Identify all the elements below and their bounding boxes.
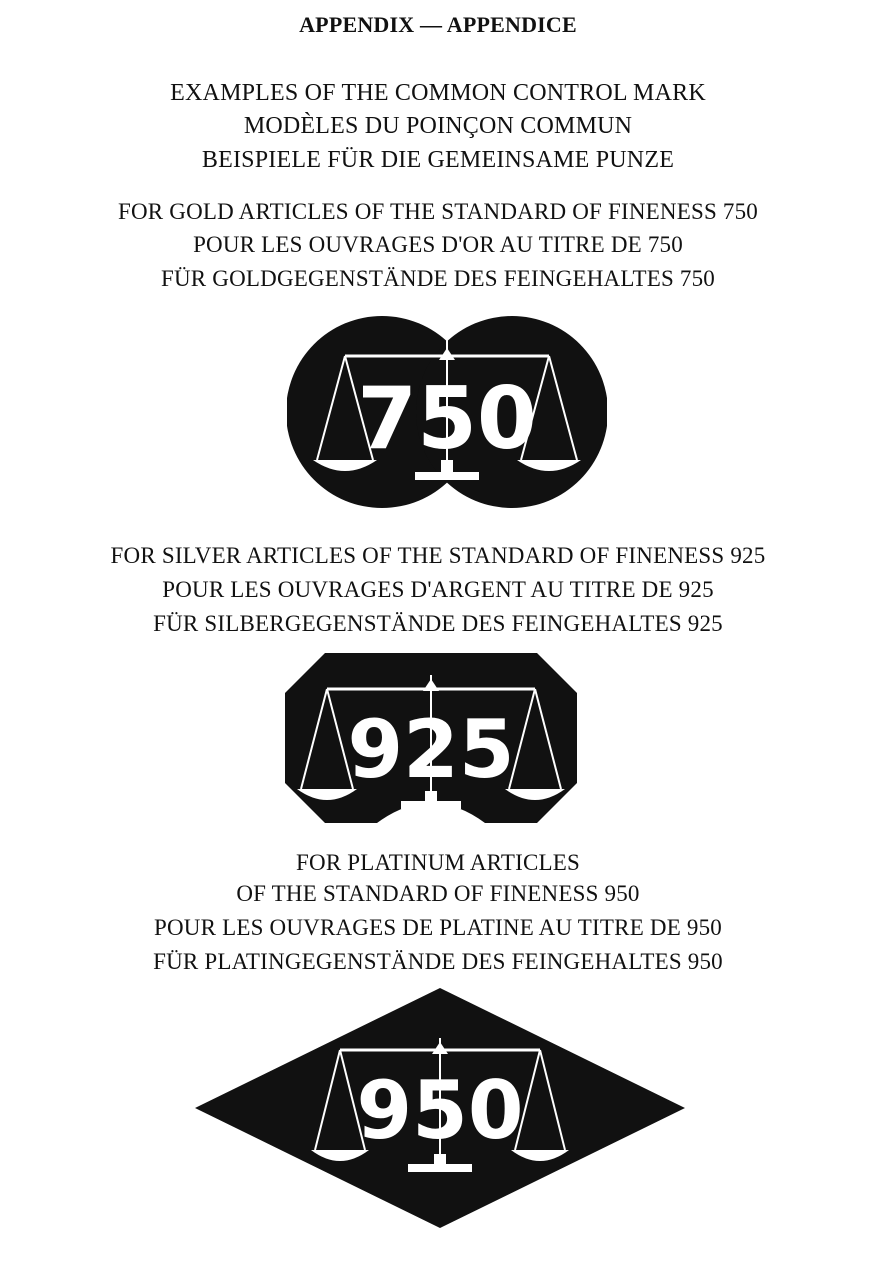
gold-caption-german: FÜR GOLDGEGENSTÄNDE DES FEINGEHALTES 750 — [160, 266, 716, 291]
platinum-fineness-number: 950 — [356, 1064, 524, 1157]
silver-control-mark — [285, 653, 577, 823]
platinum-caption-line2: OF THE STANDARD OF FINENESS 950 — [236, 881, 640, 906]
platinum-caption-line1: FOR PLATINUM ARTICLES — [296, 850, 580, 875]
platinum-caption-german: FÜR PLATINGEGENSTÄNDE DES FEINGEHALTES 950 — [153, 949, 723, 974]
silver-caption-english: FOR SILVER ARTICLES OF THE STANDARD OF FINENESS 925 — [110, 543, 766, 568]
subtitle-french: MODÈLES DU POINÇON COMMUN — [243, 113, 633, 139]
gold-control-mark — [287, 310, 607, 515]
platinum-control-mark — [195, 988, 685, 1228]
silver-caption-german: FÜR SILBERGEGENSTÄNDE DES FEINGEHALTES 925 — [153, 611, 723, 636]
gold-caption-french: POUR LES OUVRAGES D'OR AU TITRE DE 750 — [193, 232, 683, 257]
subtitle-german: BEISPIELE FÜR DIE GEMEINSAME PUNZE — [201, 147, 675, 173]
gold-fineness-number: 750 — [357, 369, 537, 469]
subtitle-english: EXAMPLES OF THE COMMON CONTROL MARK — [170, 80, 706, 106]
silver-fineness-number: 925 — [347, 703, 515, 796]
platinum-caption-french: POUR LES OUVRAGES DE PLATINE AU TITRE DE 950 — [153, 915, 723, 940]
gold-caption-english: FOR GOLD ARTICLES OF THE STANDARD OF FINENESS 750 — [118, 199, 758, 224]
appendix-title: APPENDIX — APPENDICE — [299, 12, 577, 37]
silver-caption-french: POUR LES OUVRAGES D'ARGENT AU TITRE DE 925 — [162, 577, 714, 602]
